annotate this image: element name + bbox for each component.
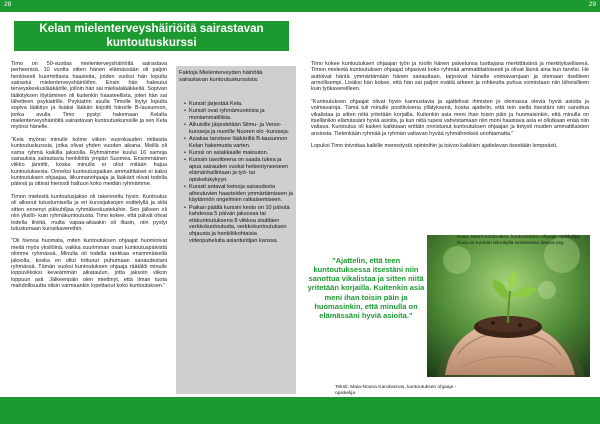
- text-credit: Teksti: Maia-Noona Karukannas, kuntoutuksen ohjaaja -opiskelija: [335, 385, 457, 396]
- paragraph: Timon mielestä kuntoutusjakso oli rakennettu hyvin. Kuntoutus oli alkanut tutustumisella ja eri kurssijaksojen esittelyllä ja siitä sitten ennenyt pikkuhiljaa ryhmäkeskusteluihin. Sen jälkeen oli niin yksilö- kuin ryhmäkuntoutusta. Timo kokee, että päivät olivat todella tiiviitä, mutta vapaa-aikaakin oli illasin, niin pystyi tutustumaan kurssikavereihin.: [11, 194, 167, 232]
- seedling-photo: [427, 235, 590, 377]
- bottom-band: [0, 397, 600, 424]
- photo-caption: Kuva: Sanni Kanta-aksa, kuntoutuksen ohjaaja -opiskelija. Kuva on tuotettu tekoälyllä osoitteessa deepai.org.: [457, 235, 581, 246]
- page-number-right: 29: [588, 1, 596, 8]
- list-item: • Kurssi on asiakkaalle maksuton.: [184, 150, 294, 157]
- fact-list: [184, 101, 294, 245]
- article-column-right: [311, 61, 589, 156]
- list-item: • Kurssit antavat keinoja sairaudesta aiheutuvien haasteiden ymmärtämiseen ja käytännön ongelmien ratkaisemiseen.: [184, 184, 294, 204]
- article-column-left: [11, 61, 167, 296]
- list-item: • Asiakas tarvitsee lääkäriltä B-lausunnon Kelan hakemusta varten.: [184, 136, 294, 149]
- paragraph: Lopuksi Timo toivottaa kaikille menestystä opintoihin ja toivoo kaikkien ajattelevan itsestään lempeästi.: [311, 143, 558, 150]
- paragraph: “Kela myönsi minulle kolme viikon vuorokauden mittaista kuntoutuskurssia, jotka olivat yhden vuoden aikana. Meillä oli sama ryhmä kaikilla jaksoilla. Ryhmämme kuului 16 samoja sairauksia sairastavia henkilöitä ympäri Suomea. Ensimmäinen viikko jännitti, koska minulla ei ollut mitään hajua kuntoutuksesta. Onneksi kuntoutuspaikan ammattilaiset ei kaksi kuntoutuksen ohjaajaa, liikunnanohjaaja ja lääkärit olivat todella pätevä ja ottivat hienosti haltuun koko meidän ryhmämme.: [11, 137, 167, 188]
- pull-quote: ”Ajattelin, että teen kuntoutuksessa itsestäni niin sanottua vikalistaa ja sitten niitä yritetään korjailla. Kuitenkin asia meni ihan toisin päin ja huomasinkin, että minulla on elämässäni hyviä asioita.”: [307, 256, 425, 320]
- list-item: • Kurssit ovat ryhmämuotoisia ja moniammatillisia.: [184, 108, 294, 121]
- paragraph: “Oli hienoa huomata, miten kuntoutuksen ohjaajat huomioivat meitä myös yksilöinä, vaikka suurimman osan kuntoutuspäivistä olimme ryhmässä. Minulla oli todella rankkaa ensimmäisellä jaksolla, koska en ollut tottunut puhumaan sairaudestani ryhmässä. Tämän vuoksi kuntoutuksen ohjaaja räätälöi minulle loppuviikoksi keveämmän aikataulun, jotta jaksoin viikon loppuun asti. Jälkeenpäin olen miettinyt, että ilman tuota mahdollisuutta olisin varmaankin lopettanut koko kuntoutuksen.”: [11, 238, 167, 289]
- paragraph: Timo kokee kuntoutuksen ohjaajan työn ja roolin hänen palvelunsa tuottajana merkittävänä ja merkityksellisenä. Timon mielestä kuntoutuksen ohjaajat ohjasivat koko ryhmää ammattitaitoisesti ja olivat läsnä aina kun tarvitsi. He auttoivat häntä ymmärtämään hänen sairauttaan, tarjosivat hänelle voimavarojaan ja olemaan itseltleen armollisempi. Lisäksi hän kokee, että hän sai paljon eväitä arkeen ja rohkeutta puhua voimistaan niin läheisilleen kuin työkavereilleen.: [311, 61, 589, 93]
- list-item: • Paikan päällä kurssin kesto on 10 päivää kahdessa 5 päivän jaksossa tai etäkuntoutuksena 8 viikkoa sisältäen verkkokuntoutusta, verkkokuntoutuksen ohjausta ja henkilökohtaisia videopuheluita asiantuntijan kanssa.: [184, 205, 294, 244]
- list-item: • Kurssit järjestää Kela.: [184, 101, 294, 108]
- page-number-left: 28: [4, 1, 12, 8]
- list-item: • Alkuisille järjestetään Silmu- ja Verso-kursseja ja nuorille Nuoren elo -kursseja.: [184, 122, 294, 135]
- paragraph: Timo on 50-vuotias mielenterveyshäiriöitä sairastava perheenisä. 10 vuotta sitten hänen elämässään oli paljon henkisesti kuormittavia haasteita, joiden vuoksi hän lopulta sairastui mielenterveyshäiriöihin. Ensin hän hakeutui terveyskeskuslääkärille, jolloin hän sai mielialalääkkeitä. Sopivan lääkityksen löytäminen oli kuitenkin haasteellista, joten hän sai lähetteen psykiatrille. Psykiatrin avulla Timolle löytyi lopulta sopiva lääkitys ja lisäksi lääkäri kirjoitti hänelle B-lausunnon, jonka avulla Timo pystyi hakemaan Kelalta mielenterveyshäiriöitä sairastavan kuntoutuskurssille ja sen Kela myönsi hänelle.: [11, 61, 167, 131]
- top-band: [0, 0, 600, 12]
- paragraph: “Kuntoutuksen ohjaajat olivat hyvin kannustavia ja ajattelivat ihmisten jo olemassa olevia hyviä asioita ja voimavaroja. Tämä tuli minulle positiivisena yllätyksenä, koska ajattelin, että tein siellä itsestäni niin sanottua vikalistaa ja sitten niitä yritetään korjailla. Kuitenkin asia meni ihan toisin päin ja huomaisinkin, että minulla on itsellänikin elämässäni hyviä asioita, ja kun niitä rupesi vahvistamaan niin moni haastava asia ei ollutkaan enää niin valtava. Kuntoutus oli kaiken kaikkiaan erittäin onnistunut kuntoutuksen ohjaajan ja tietysti muiden ammattilaisten ansiosta. Tietenkään ryhmää ja ryhmän valtavan hyvää ryhmähenkeä unohtamatta.”: [311, 99, 589, 137]
- hands-holding-seedling-illustration: [427, 235, 590, 377]
- list-item: • Kurssin tavoitteena on saada tukea ja apua sairauden vuoksi heikentyneeseen elämänhallintaan ja työ- tai opiskelukykyyn.: [184, 157, 294, 183]
- page-title: Kelan mielenterveyshäiriöitä sairastavan kuntoutuskurssi: [39, 22, 264, 49]
- fact-box-heading: Faktoja Mielenterveyden häiriöitä sairastavan kuntoutuskurssista:: [179, 70, 263, 83]
